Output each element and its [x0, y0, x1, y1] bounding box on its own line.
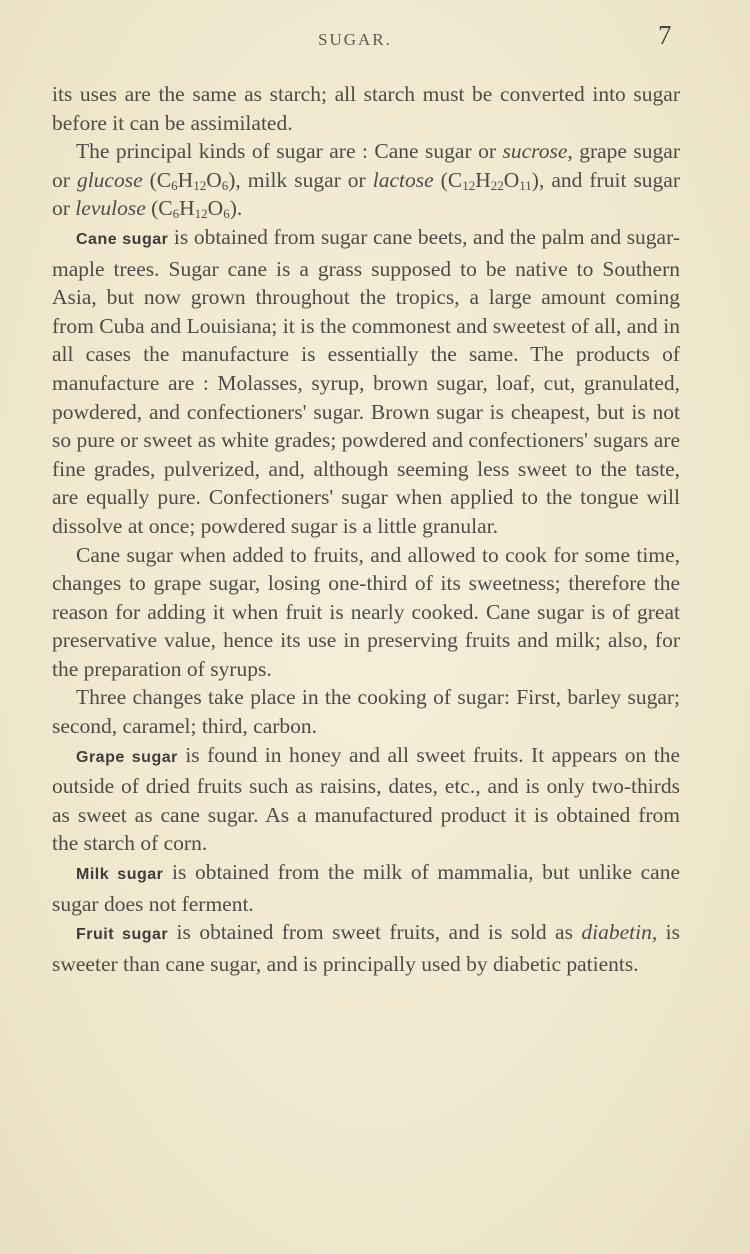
paragraph-fruit-sugar — [52, 918, 680, 978]
formula-lactose — [434, 168, 532, 192]
formula-part: (C — [433, 167, 463, 192]
formula-part: H — [179, 196, 195, 221]
text-run: The principal kinds of sugar are : Cane sugar or — [76, 139, 503, 164]
term-glucose: glucose — [76, 167, 143, 192]
text-run: ), milk sugar or — [228, 167, 373, 192]
formula-subscript: 11 — [519, 177, 532, 193]
run-in-heading: Fruit sugar — [76, 926, 169, 944]
formula-subscript: 12 — [462, 177, 476, 193]
text-run: , is sweeter than cane sugar, and is principally used by diabetic patients. — [52, 920, 681, 976]
paragraph-cooking-cane-sugar — [52, 541, 680, 684]
formula-part: H — [475, 167, 491, 192]
formula-part: O — [503, 167, 520, 192]
paragraph-text: is obtained from sugar cane beets, and the palm and sugar-maple trees. Sugar cane is a grass supposed to be native to Southern Asia, but now grown throughout the tropics, a large amount coming from Cuba and Louisiana; it is the commonest and sweetest of all, and in all cases the manufacture is essentially the same. The products of manufacture are : Molasses, syrup, brown sugar, loaf, cut, granulated, powdered, and confectioners' sugar. Brown sugar is cheapest, but is not so pure or sweet as white grades; powdered and confectioners' sugars are fine grades, pulverized, and, although seeming less sweet to the taste, are equally pure. Confectioners' sugar when applied to the tongue will dissolve at once; powdered sugar is a little granular. — [52, 224, 680, 538]
formula-subscript: 12 — [194, 206, 208, 222]
paragraph-grape-sugar — [52, 741, 680, 858]
formula-subscript: 6 — [172, 206, 180, 222]
text-run: ). — [229, 196, 243, 221]
page-number: 7 — [658, 20, 672, 50]
run-in-heading: Grape sugar — [76, 748, 178, 766]
formula-part: O — [207, 196, 224, 221]
paragraph-intro — [52, 80, 680, 137]
paragraph-text: is found in honey and all sweet fruits. It appears on the outside of dried fruits such as raisins, dates, etc., and is only two-thirds as sweet as cane sugar. As a manufactured product it is obtained from the starch of corn. — [52, 742, 680, 856]
formula-part: (C — [145, 196, 173, 221]
text-run: , grape sugar or — [52, 139, 680, 192]
formula-part: O — [206, 167, 222, 192]
body-text — [52, 80, 680, 978]
running-title: SUGAR. — [318, 30, 392, 49]
paragraph-text: Three changes take place in the cooking of sugar: First, barley sugar; second, caramel; third, carbon. — [52, 685, 680, 739]
paragraph-kinds-of-sugar — [52, 137, 680, 223]
term-sucrose: sucrose — [502, 139, 568, 164]
run-in-heading: Milk sugar — [76, 866, 164, 884]
paragraph-cane-sugar — [52, 223, 680, 541]
formula-part: H — [177, 167, 194, 192]
text-run: is obtained from sweet fruits, and is sold as — [168, 920, 582, 945]
formula-subscript: 6 — [223, 206, 230, 222]
term-diabetin: diabetin — [581, 920, 652, 945]
term-lactose: lactose — [372, 167, 434, 192]
formula-part: (C — [142, 167, 172, 192]
paragraph-text: its uses are the same as starch; all starch must be converted into sugar before it can be assimilated. — [52, 82, 680, 135]
formula-glucose — [143, 168, 229, 192]
paragraph-text: Cane sugar when added to fruits, and allowed to cook for some time, changes to grape sugar, losing one-third of its sweetness; therefore the reason for adding it when fruit is nearly cooked. Cane sugar is of great preservative value, hence its use in preserving fruits and milk; also, for the preparation of syrups. — [52, 542, 680, 681]
text-run: ), and fruit sugar or — [52, 167, 681, 221]
term-levulose: levulose — [75, 196, 146, 221]
paragraph-text: is obtained from the milk of mammalia, but unlike cane sugar does not ferment. — [52, 860, 680, 916]
paragraph-milk-sugar — [52, 858, 680, 918]
formula-subscript: 22 — [490, 177, 504, 193]
formula-subscript: 12 — [193, 177, 207, 193]
formula-subscript: 6 — [171, 177, 178, 193]
run-in-heading: Cane sugar — [76, 230, 169, 248]
paragraph-three-changes — [52, 683, 680, 740]
formula-subscript: 6 — [221, 177, 229, 193]
formula-levulose — [146, 196, 230, 220]
